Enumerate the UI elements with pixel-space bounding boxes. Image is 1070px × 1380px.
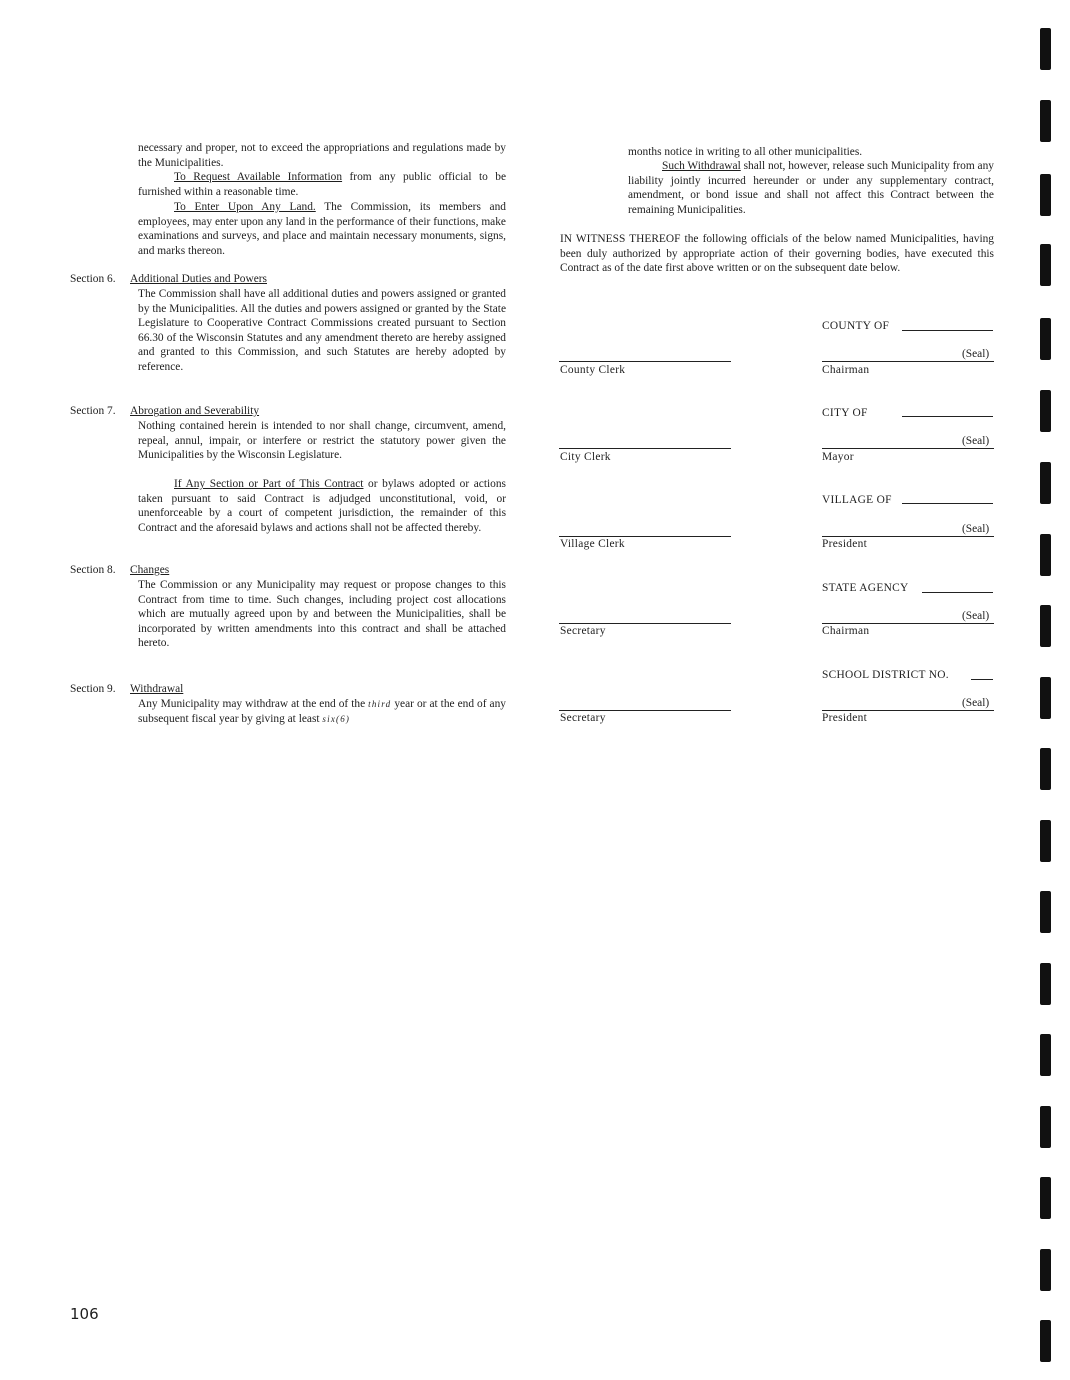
village-clerk-title: Village Clerk <box>560 538 625 550</box>
section-9-text-c: year or at the end of any subsequent fiscal year by giving at least <box>138 698 506 725</box>
request-information-paragraph <box>138 170 506 199</box>
binding-mark <box>1040 28 1051 70</box>
city-clerk-title: City Clerk <box>560 451 611 463</box>
section-8-title: Changes <box>130 564 170 576</box>
withdrawal-continued: months notice in writing to all other municipalities. <box>628 146 863 158</box>
city-seal: (Seal) <box>962 435 990 447</box>
binding-mark <box>1040 677 1051 719</box>
state-agency-chairman-title: Chairman <box>822 625 870 637</box>
county-seal: (Seal) <box>962 348 990 360</box>
section-8-label: Section 8. <box>70 564 116 576</box>
section-8-heading <box>70 563 169 578</box>
village-name-line <box>902 503 993 504</box>
section-7-sub-title: If Any Section or Part of This Contract <box>174 478 364 490</box>
binding-mark <box>1040 748 1051 790</box>
section-9-heading <box>70 682 183 697</box>
section-7-title: Abrogation and Severability <box>130 405 260 417</box>
county-of-label: COUNTY OF <box>822 320 890 332</box>
section-7-sub-paragraph <box>138 477 506 535</box>
binding-mark <box>1040 1177 1051 1219</box>
section-6-label: Section 6. <box>70 273 116 285</box>
binding-mark <box>1040 1106 1051 1148</box>
state-agency-secretary-title: Secretary <box>560 625 606 637</box>
section-7-label: Section 7. <box>70 405 116 417</box>
enter-land-text: The Commission, its members and employees, may enter upon any land in the performance of their functions, make examinations and surveys, and place and maintain necessary monuments, signs, and marks thereon. <box>138 201 506 257</box>
binding-mark <box>1040 318 1051 360</box>
section-6-heading <box>70 272 267 287</box>
such-withdrawal-title: Such Withdrawal <box>662 160 741 172</box>
binding-mark <box>1040 244 1051 286</box>
village-seal: (Seal) <box>962 523 990 535</box>
school-district-label: SCHOOL DISTRICT NO. <box>822 669 949 681</box>
binding-mark <box>1040 390 1051 432</box>
school-district-secretary-title: Secretary <box>560 712 606 724</box>
county-chairman-line <box>822 361 994 362</box>
village-president-title: President <box>822 538 868 550</box>
section-7-sub-text: or bylaws adopted or actions taken pursuant to said Contract is adjudged unconstitutional, void, or unenforceable by a court of competent jurisdiction, the remainder of this Contract and the aforesaid bylaws and actions shall not be affected thereby. <box>138 478 506 534</box>
such-withdrawal-text: shall not, however, release such Municipality from any liability jointly incurred hereunder or under any supplementary contract, amendment, or bond issue and shall not affect this Contract between the remaining Municipalities. <box>628 160 995 216</box>
request-information-text: from any public official to be furnished within a reasonable time. <box>138 171 506 198</box>
school-district-president-title: President <box>822 712 868 724</box>
witness-paragraph: IN WITNESS THEREOF the following officials of the below named Municipalities, having been duly authorized by appropriate action of their governing bodies, have executed this Contract as of the date first above written or on the subsequent date below. <box>560 233 994 275</box>
enter-land-paragraph <box>138 200 506 258</box>
binding-mark <box>1040 1249 1051 1291</box>
mayor-line <box>822 448 994 449</box>
school-district-number-line <box>971 679 993 680</box>
enter-land-title: To Enter Upon Any Land. <box>174 201 316 213</box>
page-number: 106 <box>70 1305 99 1323</box>
section-7-body: Nothing contained herein is intended to nor shall change, circumvent, amend, repeal, annul, impair, or interfere or restrict the statutory power given the Municipalities by the Wisconsin Legislature. <box>138 420 506 462</box>
binding-mark <box>1040 534 1051 576</box>
section-6-body: The Commission shall have all additional duties and powers assigned or granted by the Municipalities. All the duties and powers assigned or granted by the State Legislature to Cooperative Contract Commissions created pursuant to Section 66.30 of the Wisconsin Statutes and any amendment thereto are hereby assigned and granted to this Commission, and such Statutes are hereby adopted by reference. <box>138 288 506 373</box>
section-9-third: third <box>368 699 392 709</box>
county-name-line <box>902 330 993 331</box>
section-9-six: six(6) <box>322 713 351 724</box>
binding-mark <box>1040 605 1051 647</box>
city-name-line <box>902 416 993 417</box>
section-6-title: Additional Duties and Powers <box>130 273 267 285</box>
city-clerk-line <box>559 448 731 449</box>
section-8-body: The Commission or any Municipality may request or propose changes to this Contract from time to time. Such changes, including project cost allocations which are mutually agreed upon by and between the Municipalities, shall be incorporated by written amendments into this contract and shall be attached hereto. <box>138 579 506 650</box>
binding-mark <box>1040 891 1051 933</box>
city-of-label: CITY OF <box>822 407 868 419</box>
county-chairman-title: Chairman <box>822 364 870 376</box>
binding-mark <box>1040 1320 1051 1362</box>
binding-mark <box>1040 100 1051 142</box>
state-agency-seal: (Seal) <box>962 610 990 622</box>
section-9-body <box>138 697 506 726</box>
section-9-title: Withdrawal <box>130 683 184 695</box>
binding-mark <box>1040 820 1051 862</box>
state-agency-label: STATE AGENCY <box>822 582 909 594</box>
such-withdrawal-paragraph <box>628 159 994 217</box>
state-agency-name-line <box>922 592 993 593</box>
request-information-title: To Request Available Information <box>174 171 343 183</box>
binding-mark <box>1040 462 1051 504</box>
section-7-heading <box>70 404 259 419</box>
school-district-seal: (Seal) <box>962 697 990 709</box>
section-9-label: Section 9. <box>70 683 116 695</box>
county-clerk-line <box>559 361 731 362</box>
binding-mark <box>1040 1034 1051 1076</box>
intro-paragraph: necessary and proper, not to exceed the appropriations and regulations made by the Municipalities. <box>138 142 506 169</box>
village-of-label: VILLAGE OF <box>822 494 892 506</box>
county-clerk-title: County Clerk <box>560 364 626 376</box>
binding-mark <box>1040 963 1051 1005</box>
binding-mark <box>1040 174 1051 216</box>
mayor-title: Mayor <box>822 451 854 463</box>
section-9-text-a: Any Municipality may withdraw at the end of the <box>138 698 369 710</box>
